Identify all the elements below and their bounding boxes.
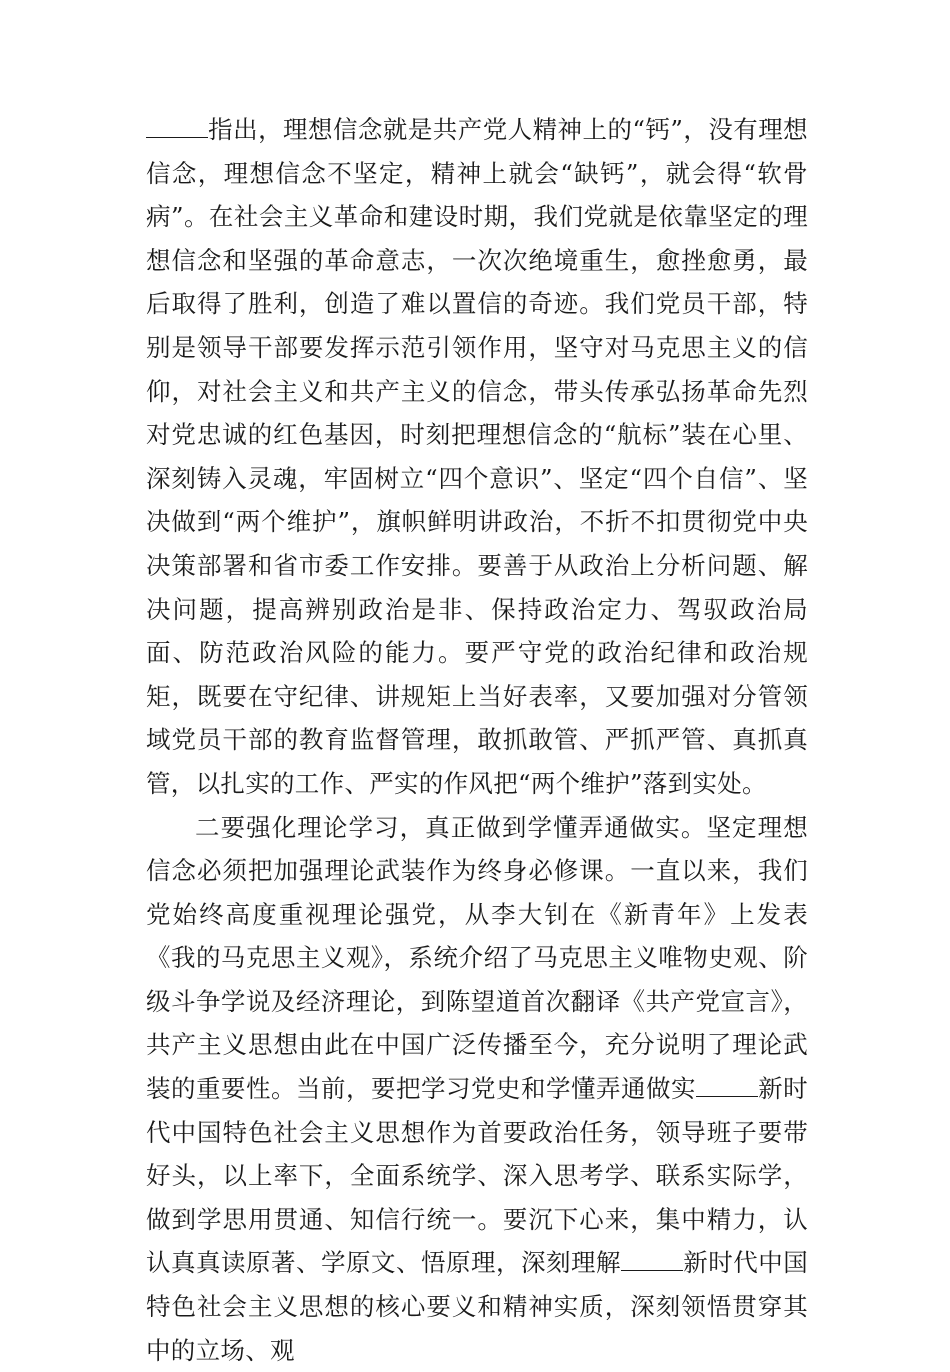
paragraph-1-text: 指出，理想信念就是共产党人精神上的“钙”，没有理想信念，理想信念不坚定，精神上就会“缺钙”，就会得“软骨病”。在社会主义革命和建设时期，我们党就是依靠坚定的理想信念和坚强的革命意志，一次次绝境重生，愈挫愈勇，最后取得了胜利，创造了难以置信的奇迹。我们党员干部，特别是领导干部要发挥示范引领作用，坚守对马克思主义的信仰，对社会主义和共产主义的信念，带头传承弘扬革命先烈对党忠诚的红色基因，时刻把理想信念的“航标”装在心里、深刻铸入灵魂，牢固树立“四个意识”、坚定“四个自信”、坚决做到“两个维护”，旗帜鲜明讲政治，不折不扣贯彻党中央决策部署和省市委工作安排。要善于从政治上分析问题、解决问题，提高辨别政治是非、保持政治定力、驾驭政治局面、防范政治风险的能力。要严守党的政治纪律和政治规矩，既要在守纪律、讲规矩上当好表率，又要加强对分管领域党员干部的教育监督管理，敢抓敢管、严抓严管、真抓真管，以扎实的工作、严实的作风把“两个维护”落到实处。 xyxy=(146,115,808,798)
document-body xyxy=(146,108,808,1372)
fill-in-blank xyxy=(146,111,208,138)
paragraph-1 xyxy=(146,108,808,806)
fill-in-blank xyxy=(696,1070,758,1097)
paragraph-2 xyxy=(146,806,808,1372)
paragraph-2-text-part2: 新时代中国特色社会主义思想作为首要政治任务，领导班子要带好头，以上率下，全面系统学、深入思考学、联系实际学，做到学思用贯通、知信行统一。要沉下心来，集中精力，认认真真读原著、学原文、悟原理，深刻理解 xyxy=(146,1074,808,1277)
paragraph-2-text-part3: 新时代中国特色社会主义思想的核心要义和精神实质，深刻领悟贯穿其中的立场、观 xyxy=(146,1248,808,1364)
fill-in-blank xyxy=(621,1245,683,1272)
paragraph-2-text-part1: 二要强化理论学习，真正做到学懂弄通做实。坚定理想信念必须把加强理论武装作为终身必修课。一直以来，我们党始终高度重视理论强党，从李大钊在《新青年》上发表《我的马克思主义观》，系统介绍了马克思主义唯物史观、阶级斗争学说及经济理论，到陈望道首次翻译《共产党宣言》，共产主义思想由此在中国广泛传播至今，充分说明了理论武装的重要性。当前，要把学习党史和学懂弄通做实 xyxy=(146,813,808,1104)
